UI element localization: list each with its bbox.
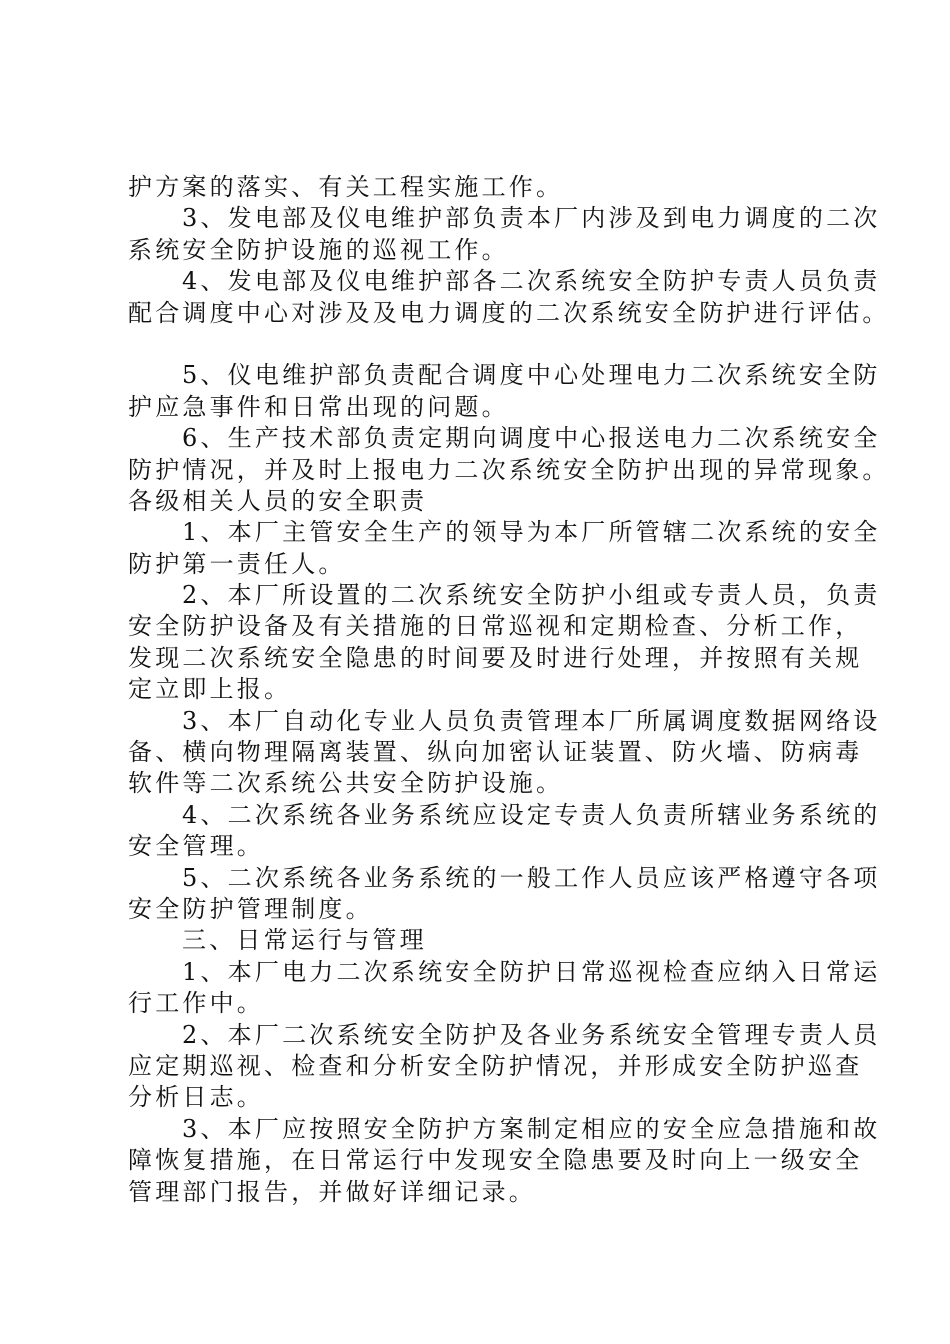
paragraph-gap bbox=[128, 329, 848, 360]
text-line: 1、本厂电力二次系统安全防护日常巡视检查应纳入日常运 bbox=[182, 957, 881, 986]
text-line: 5、二次系统各业务系统的一般工作人员应该严格遵守各项 bbox=[182, 863, 881, 892]
text-line: 护应急事件和日常出现的问题。 bbox=[128, 392, 509, 421]
text-line: 2、本厂所设置的二次系统安全防护小组或专责人员，负责 bbox=[182, 581, 881, 610]
text-line: 4、发电部及仪电维护部各二次系统安全防护专责人员负责 bbox=[182, 267, 881, 296]
text-line: 护方案的落实、有关工程实施工作。 bbox=[128, 173, 564, 201]
text-line: 配合调度中心对涉及及电力调度的二次系统安全防护进行评估。 bbox=[128, 298, 890, 327]
text-line: 3、本厂自动化专业人员负责管理本厂所属调度数据网络设 bbox=[182, 706, 881, 735]
text-line: 发现二次系统安全隐患的时间要及时进行处理，并按照有关规 bbox=[128, 643, 863, 672]
text-line: 行工作中。 bbox=[128, 989, 264, 1018]
text-line: 备、横向物理隔离装置、纵向加密认证装置、防火墙、防病毒 bbox=[128, 738, 863, 767]
text-line: 安全防护管理制度。 bbox=[128, 894, 373, 923]
text-line: 安全防护设备及有关措施的日常巡视和定期检查、分析工作， bbox=[128, 612, 863, 641]
text-line: 管理部门报告，并做好详细记录。 bbox=[128, 1177, 536, 1206]
text-line: 防护第一责任人。 bbox=[128, 549, 346, 578]
text-line: 2、本厂二次系统安全防护及各业务系统安全管理专责人员 bbox=[182, 1020, 881, 1049]
text-line: 4、二次系统各业务系统应设定专责人负责所辖业务系统的 bbox=[182, 800, 881, 829]
text-line: 1、本厂主管安全生产的领导为本厂所管辖二次系统的安全 bbox=[182, 518, 881, 547]
text-line: 3、本厂应按照安全防护方案制定相应的安全应急措施和故 bbox=[182, 1114, 881, 1143]
section-heading: 三、日常运行与管理 bbox=[182, 926, 427, 955]
text-line: 安全管理。 bbox=[128, 832, 264, 861]
text-line: 5、仪电维护部负责配合调度中心处理电力二次系统安全防 bbox=[182, 361, 881, 390]
text-line: 系统安全防护设施的巡视工作。 bbox=[128, 235, 509, 264]
text-line: 软件等二次系统公共安全防护设施。 bbox=[128, 769, 564, 798]
text-line: 分析日志。 bbox=[128, 1083, 264, 1112]
text-line: 3、发电部及仪电维护部负责本厂内涉及到电力调度的二次 bbox=[182, 204, 881, 233]
text-line: 6、生产技术部负责定期向调度中心报送电力二次系统安全 bbox=[182, 424, 881, 453]
text-line: 障恢复措施，在日常运行中发现安全隐患要及时向上一级安全 bbox=[128, 1146, 863, 1175]
text-line: 应定期巡视、检查和分析安全防护情况，并形成安全防护巡查 bbox=[128, 1051, 863, 1080]
document-body bbox=[128, 172, 890, 1208]
text-line: 定立即上报。 bbox=[128, 675, 292, 704]
section-heading: 各级相关人员的安全职责 bbox=[128, 486, 428, 515]
text-line: 防护情况，并及时上报电力二次系统安全防护出现的异常现象。 bbox=[128, 455, 890, 484]
